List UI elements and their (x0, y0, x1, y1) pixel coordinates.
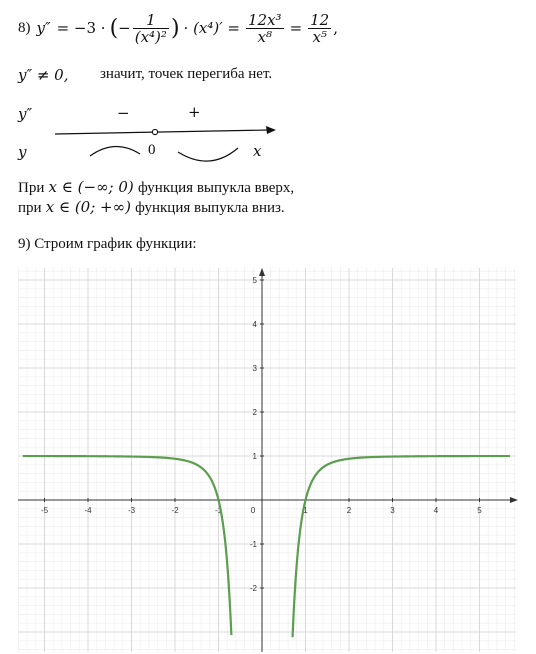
y-tick-label: 3 (252, 364, 257, 373)
fraction-3 (308, 12, 331, 45)
step8-eq1: = −3 · (56, 19, 106, 37)
step9-heading: 9) Строим график функции: (18, 236, 197, 252)
x-tick-label: 1 (303, 506, 308, 515)
frac1-den: (x⁴)² (134, 27, 167, 46)
y-label: y (18, 143, 27, 161)
y-tick-label: 5 (252, 276, 257, 285)
c2-math: x ∈ (0; +∞) (45, 198, 131, 216)
x-label: x (253, 142, 262, 160)
step8-eq2: = (289, 19, 303, 37)
step8-lhs: y″ (36, 19, 51, 37)
excluded-point-icon (152, 129, 157, 134)
frac1-num: 1 (133, 12, 169, 29)
y-tick-label: 4 (252, 320, 257, 329)
frac3-num: 12 (310, 10, 330, 29)
frac3-den: x⁵ (312, 27, 327, 46)
zero-label: 0 (148, 142, 156, 158)
x-tick-label: -3 (127, 506, 136, 515)
open-paren: ( (109, 15, 119, 41)
number-line-arrow-icon (266, 126, 276, 134)
fraction-2 (246, 12, 284, 45)
sign-chart (0, 100, 300, 165)
c2-b: функция выпукла вниз. (135, 200, 285, 216)
note-expr: y″ ≠ 0, (18, 66, 69, 84)
minus-sign: − (118, 19, 131, 37)
c2-a: при (18, 200, 42, 216)
x-tick-label: -2 (171, 506, 179, 515)
y-tick-label: 2 (252, 408, 257, 417)
y-tick-label: -1 (249, 540, 257, 549)
x-tick-label: 0 (250, 506, 256, 515)
concave-down-arc-icon (90, 146, 140, 156)
x-tick-label: 3 (390, 506, 395, 515)
inflection-note (18, 66, 69, 84)
fraction-1 (133, 12, 169, 45)
y-axis-arrow-icon (259, 268, 265, 276)
c1-math: x ∈ (−∞; 0) (48, 178, 134, 196)
sign-axis (0, 100, 300, 165)
ypp-label: y″ (18, 105, 33, 123)
step8-formula (18, 8, 338, 48)
c1-b: функция выпукла вверх, (137, 180, 295, 196)
frac2-den: x⁸ (257, 27, 273, 46)
step8-mid: · (x⁴)′ = (183, 19, 240, 37)
concave-up-arc-icon (178, 148, 238, 161)
x-tick-label: 4 (433, 506, 439, 515)
number-line (55, 130, 270, 134)
x-tick-label: -5 (40, 506, 49, 515)
function-graph (0, 266, 536, 654)
c1-a: При (18, 180, 45, 196)
step8-label: 8) (18, 19, 31, 36)
x-tick-label: 5 (477, 506, 482, 515)
y-tick-label: 1 (252, 452, 257, 461)
note-text: значит, точек перегиба нет. (100, 66, 273, 82)
y-tick-label: -2 (249, 584, 257, 593)
conclusion-line1 (18, 178, 294, 197)
x-tick-label: -4 (84, 506, 92, 515)
left-branch-curve (23, 456, 232, 635)
frac2-num: 12x³ (248, 10, 282, 29)
minus-label: − (117, 104, 130, 122)
x-tick-label: 2 (346, 506, 352, 515)
conclusion-line2 (18, 198, 285, 217)
step8-tail: , (333, 19, 339, 37)
plus-label: + (188, 103, 201, 121)
close-paren: ) (170, 15, 180, 41)
x-tick-label: -1 (214, 506, 223, 515)
